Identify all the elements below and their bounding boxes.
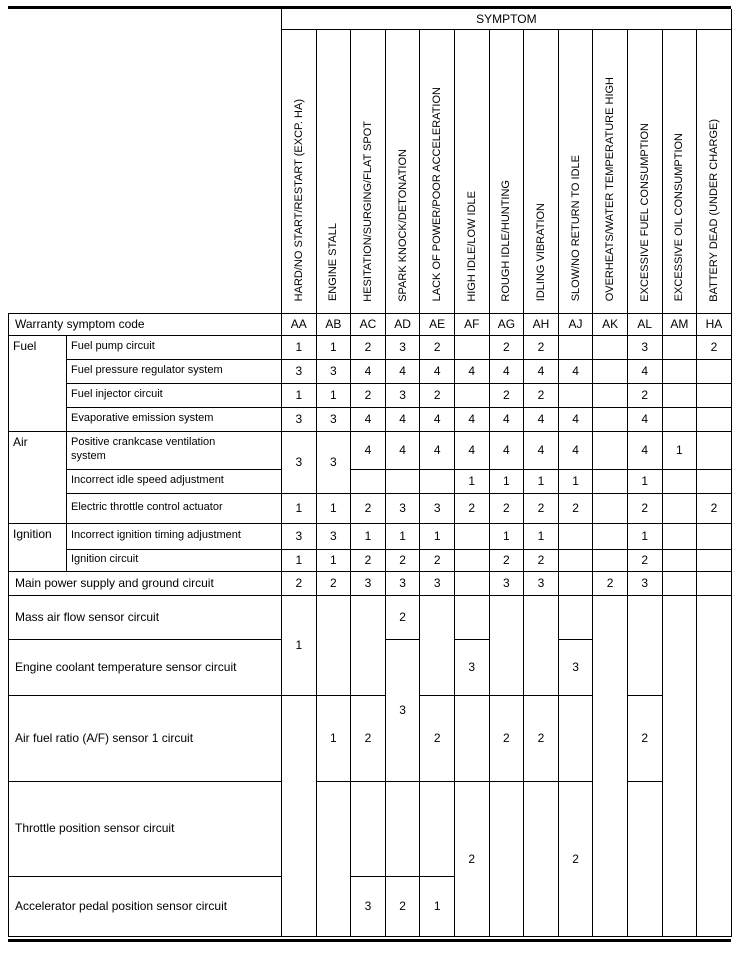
symptom-column-header bbox=[697, 29, 732, 313]
matrix-value-cell bbox=[697, 407, 732, 431]
system-row-label: Main power supply and ground circuit bbox=[9, 571, 282, 595]
matrix-empty-cell bbox=[282, 695, 317, 936]
symptom-column-label: IDLING VIBRATION bbox=[534, 203, 547, 302]
matrix-value-cell: 1 bbox=[282, 335, 317, 359]
symptom-column-label: HARD/NO START/RESTART (EXCP. HA) bbox=[292, 99, 305, 302]
matrix-value-cell: 2 bbox=[593, 571, 628, 595]
matrix-empty-cell bbox=[316, 595, 351, 695]
symptom-column-label: HESITATION/SURGING/FLAT SPOT bbox=[361, 120, 374, 302]
matrix-value-cell: 2 bbox=[351, 695, 386, 781]
matrix-value-cell bbox=[593, 469, 628, 493]
matrix-value-cell: 1 bbox=[662, 431, 697, 469]
symptom-column-header bbox=[316, 29, 351, 313]
system-row-label: Accelerator pedal position sensor circuit bbox=[9, 876, 282, 936]
matrix-value-cell: 4 bbox=[524, 359, 559, 383]
matrix-value-cell: 2 bbox=[385, 876, 420, 936]
symptom-code-cell: HA bbox=[697, 313, 732, 335]
matrix-value-cell: 2 bbox=[420, 695, 455, 781]
matrix-value-cell: 3 bbox=[282, 431, 317, 493]
system-row-label: Fuel pressure regulator system bbox=[67, 359, 282, 383]
matrix-value-cell: 3 bbox=[282, 523, 317, 549]
matrix-empty-cell bbox=[489, 781, 524, 936]
table-row bbox=[9, 335, 732, 359]
matrix-value-cell: 3 bbox=[627, 571, 662, 595]
matrix-value-cell: 2 bbox=[697, 493, 732, 523]
matrix-value-cell: 4 bbox=[351, 407, 386, 431]
matrix-empty-cell bbox=[454, 695, 489, 781]
matrix-value-cell: 3 bbox=[420, 493, 455, 523]
matrix-value-cell: 2 bbox=[420, 549, 455, 571]
system-row-label: Engine coolant temperature sensor circuit bbox=[9, 639, 282, 695]
matrix-value-cell bbox=[454, 383, 489, 407]
matrix-value-cell: 1 bbox=[489, 523, 524, 549]
symptom-code-cell: AG bbox=[489, 313, 524, 335]
matrix-value-cell: 3 bbox=[282, 407, 317, 431]
symptom-column-label: SLOW/NO RETURN TO IDLE bbox=[569, 155, 582, 302]
matrix-value-cell: 2 bbox=[385, 595, 420, 639]
matrix-value-cell: 2 bbox=[627, 493, 662, 523]
symptom-code-cell: AJ bbox=[558, 313, 593, 335]
matrix-value-cell: 2 bbox=[351, 493, 386, 523]
matrix-value-cell bbox=[662, 571, 697, 595]
matrix-value-cell: 3 bbox=[316, 407, 351, 431]
matrix-value-cell bbox=[593, 549, 628, 571]
matrix-value-cell: 2 bbox=[524, 493, 559, 523]
matrix-value-cell: 1 bbox=[385, 523, 420, 549]
matrix-value-cell: 4 bbox=[489, 431, 524, 469]
symptom-column-label: HIGH IDLE/LOW IDLE bbox=[465, 190, 478, 302]
matrix-value-cell: 3 bbox=[454, 639, 489, 695]
matrix-value-cell: 1 bbox=[316, 549, 351, 571]
table-row bbox=[9, 595, 732, 639]
matrix-value-cell: 3 bbox=[316, 431, 351, 493]
matrix-value-cell: 4 bbox=[385, 407, 420, 431]
matrix-value-cell: 2 bbox=[351, 549, 386, 571]
matrix-value-cell bbox=[454, 335, 489, 359]
matrix-value-cell bbox=[593, 383, 628, 407]
matrix-value-cell bbox=[558, 523, 593, 549]
matrix-empty-cell bbox=[627, 781, 662, 936]
table-row bbox=[9, 493, 732, 523]
group-label-air: Air bbox=[9, 431, 67, 523]
matrix-value-cell: 3 bbox=[316, 523, 351, 549]
matrix-value-cell: 2 bbox=[489, 493, 524, 523]
system-row-label: Incorrect idle speed adjustment bbox=[67, 469, 282, 493]
matrix-value-cell: 3 bbox=[351, 876, 386, 936]
matrix-value-cell bbox=[697, 523, 732, 549]
matrix-empty-cell bbox=[351, 595, 386, 695]
matrix-value-cell bbox=[593, 407, 628, 431]
matrix-value-cell: 2 bbox=[524, 383, 559, 407]
matrix-value-cell bbox=[662, 493, 697, 523]
corner-spacer bbox=[9, 9, 282, 313]
matrix-value-cell: 2 bbox=[524, 549, 559, 571]
matrix-empty-cell bbox=[593, 595, 628, 936]
matrix-value-cell: 3 bbox=[627, 335, 662, 359]
symptom-column-header bbox=[558, 29, 593, 313]
matrix-value-cell: 3 bbox=[351, 571, 386, 595]
symptom-column-header bbox=[385, 29, 420, 313]
system-row-label: Fuel pump circuit bbox=[67, 335, 282, 359]
symptom-code-cell: AE bbox=[420, 313, 455, 335]
matrix-value-cell bbox=[558, 383, 593, 407]
matrix-value-cell: 4 bbox=[454, 407, 489, 431]
symptom-matrix-table bbox=[8, 9, 732, 937]
system-row-label: Ignition circuit bbox=[67, 549, 282, 571]
matrix-value-cell: 3 bbox=[420, 571, 455, 595]
system-row-label: Evaporative emission system bbox=[67, 407, 282, 431]
matrix-value-cell: 3 bbox=[524, 571, 559, 595]
matrix-value-cell: 2 bbox=[454, 781, 489, 936]
matrix-value-cell bbox=[662, 335, 697, 359]
symptom-column-header bbox=[282, 29, 317, 313]
matrix-value-cell: 4 bbox=[524, 407, 559, 431]
matrix-value-cell: 2 bbox=[489, 695, 524, 781]
matrix-value-cell: 1 bbox=[316, 493, 351, 523]
matrix-value-cell: 4 bbox=[627, 359, 662, 383]
matrix-value-cell bbox=[593, 493, 628, 523]
matrix-empty-cell bbox=[627, 595, 662, 695]
matrix-value-cell: 3 bbox=[385, 639, 420, 781]
system-row-label: Positive crankcase ventilation system bbox=[67, 431, 282, 469]
matrix-value-cell: 1 bbox=[282, 549, 317, 571]
symptom-code-cell: AH bbox=[524, 313, 559, 335]
matrix-value-cell: 2 bbox=[351, 335, 386, 359]
symptom-column-header bbox=[662, 29, 697, 313]
matrix-value-cell: 1 bbox=[316, 335, 351, 359]
matrix-value-cell bbox=[697, 571, 732, 595]
matrix-value-cell: 2 bbox=[282, 571, 317, 595]
matrix-value-cell: 1 bbox=[420, 876, 455, 936]
matrix-value-cell: 1 bbox=[454, 469, 489, 493]
matrix-value-cell: 2 bbox=[627, 383, 662, 407]
matrix-value-cell: 4 bbox=[627, 431, 662, 469]
symptom-code-cell: AD bbox=[385, 313, 420, 335]
matrix-value-cell: 1 bbox=[282, 383, 317, 407]
symptom-column-label: SPARK KNOCK/DETONATION bbox=[396, 148, 409, 302]
matrix-value-cell: 4 bbox=[420, 407, 455, 431]
system-row-label: Incorrect ignition timing adjustment bbox=[67, 523, 282, 549]
symptom-column-header bbox=[454, 29, 489, 313]
bottom-rule bbox=[8, 939, 731, 942]
matrix-value-cell: 2 bbox=[524, 695, 559, 781]
matrix-value-cell: 4 bbox=[351, 359, 386, 383]
matrix-value-cell: 4 bbox=[524, 431, 559, 469]
matrix-value-cell: 1 bbox=[524, 469, 559, 493]
matrix-value-cell bbox=[454, 571, 489, 595]
matrix-value-cell bbox=[351, 469, 386, 493]
table-row bbox=[9, 431, 732, 469]
matrix-value-cell bbox=[662, 469, 697, 493]
symptom-header: SYMPTOM bbox=[282, 9, 732, 29]
matrix-value-cell: 2 bbox=[524, 335, 559, 359]
system-row-label: Air fuel ratio (A/F) sensor 1 circuit bbox=[9, 695, 282, 781]
matrix-value-cell: 4 bbox=[385, 431, 420, 469]
warranty-code-row bbox=[9, 313, 732, 335]
table-row bbox=[9, 469, 732, 493]
matrix-empty-cell bbox=[420, 595, 455, 695]
symptom-column-header bbox=[627, 29, 662, 313]
table-row bbox=[9, 549, 732, 571]
matrix-value-cell bbox=[593, 431, 628, 469]
matrix-value-cell: 4 bbox=[627, 407, 662, 431]
matrix-value-cell: 1 bbox=[316, 383, 351, 407]
group-label-ignition: Ignition bbox=[9, 523, 67, 571]
matrix-value-cell: 2 bbox=[558, 781, 593, 936]
table-row bbox=[9, 571, 732, 595]
matrix-empty-cell bbox=[454, 595, 489, 639]
matrix-value-cell: 3 bbox=[489, 571, 524, 595]
matrix-value-cell: 1 bbox=[420, 523, 455, 549]
matrix-value-cell: 2 bbox=[454, 493, 489, 523]
symptom-column-label: LACK OF POWER/POOR ACCELERATION bbox=[431, 87, 444, 302]
matrix-value-cell bbox=[662, 359, 697, 383]
symptom-code-cell: AL bbox=[627, 313, 662, 335]
matrix-value-cell bbox=[593, 523, 628, 549]
symptom-code-cell: AA bbox=[282, 313, 317, 335]
matrix-value-cell bbox=[454, 549, 489, 571]
matrix-value-cell: 4 bbox=[489, 359, 524, 383]
matrix-value-cell: 1 bbox=[627, 523, 662, 549]
table-row bbox=[9, 523, 732, 549]
symptom-code-cell: AM bbox=[662, 313, 697, 335]
matrix-value-cell: 3 bbox=[385, 335, 420, 359]
system-row-label: Mass air flow sensor circuit bbox=[9, 595, 282, 639]
matrix-value-cell: 1 bbox=[351, 523, 386, 549]
matrix-value-cell bbox=[697, 549, 732, 571]
symptom-column-label: ENGINE STALL bbox=[327, 223, 340, 302]
matrix-empty-cell bbox=[524, 595, 559, 695]
symptom-column-label: ROUGH IDLE/HUNTING bbox=[500, 179, 513, 302]
matrix-value-cell: 1 bbox=[282, 595, 317, 695]
matrix-value-cell bbox=[662, 523, 697, 549]
matrix-empty-cell bbox=[316, 781, 351, 936]
table-row bbox=[9, 383, 732, 407]
matrix-value-cell: 1 bbox=[282, 493, 317, 523]
symptom-column-header bbox=[524, 29, 559, 313]
matrix-value-cell: 2 bbox=[627, 549, 662, 571]
matrix-value-cell: 2 bbox=[489, 549, 524, 571]
matrix-value-cell: 3 bbox=[558, 639, 593, 695]
matrix-empty-cell bbox=[524, 781, 559, 936]
matrix-value-cell: 3 bbox=[385, 493, 420, 523]
matrix-value-cell: 2 bbox=[316, 571, 351, 595]
matrix-value-cell: 1 bbox=[489, 469, 524, 493]
matrix-value-cell bbox=[697, 469, 732, 493]
matrix-value-cell: 4 bbox=[489, 407, 524, 431]
matrix-value-cell bbox=[697, 383, 732, 407]
matrix-value-cell: 3 bbox=[385, 383, 420, 407]
matrix-value-cell: 2 bbox=[420, 335, 455, 359]
system-row-label: Electric throttle control actuator bbox=[67, 493, 282, 523]
matrix-value-cell bbox=[558, 335, 593, 359]
matrix-value-cell: 1 bbox=[316, 695, 351, 781]
matrix-empty-cell bbox=[697, 595, 732, 936]
matrix-value-cell: 2 bbox=[627, 695, 662, 781]
matrix-empty-cell bbox=[558, 695, 593, 781]
matrix-value-cell: 4 bbox=[454, 431, 489, 469]
matrix-value-cell bbox=[593, 359, 628, 383]
symptom-code-cell: AK bbox=[593, 313, 628, 335]
matrix-value-cell: 4 bbox=[454, 359, 489, 383]
matrix-value-cell: 3 bbox=[385, 571, 420, 595]
matrix-value-cell: 2 bbox=[385, 549, 420, 571]
matrix-value-cell bbox=[662, 549, 697, 571]
matrix-value-cell bbox=[662, 407, 697, 431]
matrix-value-cell: 2 bbox=[489, 383, 524, 407]
matrix-value-cell bbox=[558, 571, 593, 595]
symptom-column-header bbox=[489, 29, 524, 313]
symptom-column-label: EXCESSIVE OIL CONSUMPTION bbox=[673, 133, 686, 302]
matrix-value-cell: 1 bbox=[627, 469, 662, 493]
symptom-column-header bbox=[351, 29, 386, 313]
matrix-value-cell bbox=[697, 431, 732, 469]
group-label-fuel: Fuel bbox=[9, 335, 67, 431]
system-row-label: Throttle position sensor circuit bbox=[9, 781, 282, 876]
table-row bbox=[9, 359, 732, 383]
symptom-column-label: OVERHEATS/WATER TEMPERATURE HIGH bbox=[604, 77, 617, 302]
matrix-value-cell: 2 bbox=[558, 493, 593, 523]
matrix-value-cell bbox=[593, 335, 628, 359]
symptom-code-cell: AB bbox=[316, 313, 351, 335]
matrix-value-cell: 1 bbox=[524, 523, 559, 549]
matrix-value-cell: 4 bbox=[420, 359, 455, 383]
matrix-value-cell bbox=[454, 523, 489, 549]
symptom-code-cell: AC bbox=[351, 313, 386, 335]
symptom-title-row bbox=[9, 9, 732, 29]
matrix-empty-cell bbox=[662, 595, 697, 936]
matrix-value-cell: 4 bbox=[558, 359, 593, 383]
system-row-label: Fuel injector circuit bbox=[67, 383, 282, 407]
matrix-value-cell bbox=[662, 383, 697, 407]
matrix-value-cell: 2 bbox=[697, 335, 732, 359]
matrix-value-cell: 4 bbox=[558, 431, 593, 469]
matrix-empty-cell bbox=[489, 595, 524, 695]
matrix-value-cell: 3 bbox=[316, 359, 351, 383]
symptom-column-label: EXCESSIVE FUEL CONSUMPTION bbox=[638, 122, 651, 302]
warranty-row-label: Warranty symptom code bbox=[9, 313, 282, 335]
matrix-value-cell: 4 bbox=[351, 431, 386, 469]
matrix-value-cell: 3 bbox=[282, 359, 317, 383]
matrix-value-cell: 4 bbox=[558, 407, 593, 431]
matrix-value-cell: 4 bbox=[385, 359, 420, 383]
matrix-value-cell bbox=[558, 549, 593, 571]
symptom-column-header bbox=[420, 29, 455, 313]
matrix-value-cell: 4 bbox=[420, 431, 455, 469]
matrix-empty-cell bbox=[420, 781, 455, 876]
matrix-value-cell: 2 bbox=[489, 335, 524, 359]
matrix-value-cell bbox=[385, 469, 420, 493]
matrix-value-cell: 2 bbox=[420, 383, 455, 407]
matrix-value-cell bbox=[420, 469, 455, 493]
matrix-empty-cell bbox=[558, 595, 593, 639]
table-row bbox=[9, 407, 732, 431]
symptom-column-label: BATTERY DEAD (UNDER CHARGE) bbox=[707, 118, 720, 302]
matrix-empty-cell bbox=[385, 781, 420, 876]
symptom-code-cell: AF bbox=[454, 313, 489, 335]
matrix-value-cell: 1 bbox=[558, 469, 593, 493]
matrix-empty-cell bbox=[351, 781, 386, 876]
matrix-value-cell: 2 bbox=[351, 383, 386, 407]
matrix-value-cell bbox=[697, 359, 732, 383]
symptom-column-header bbox=[593, 29, 628, 313]
